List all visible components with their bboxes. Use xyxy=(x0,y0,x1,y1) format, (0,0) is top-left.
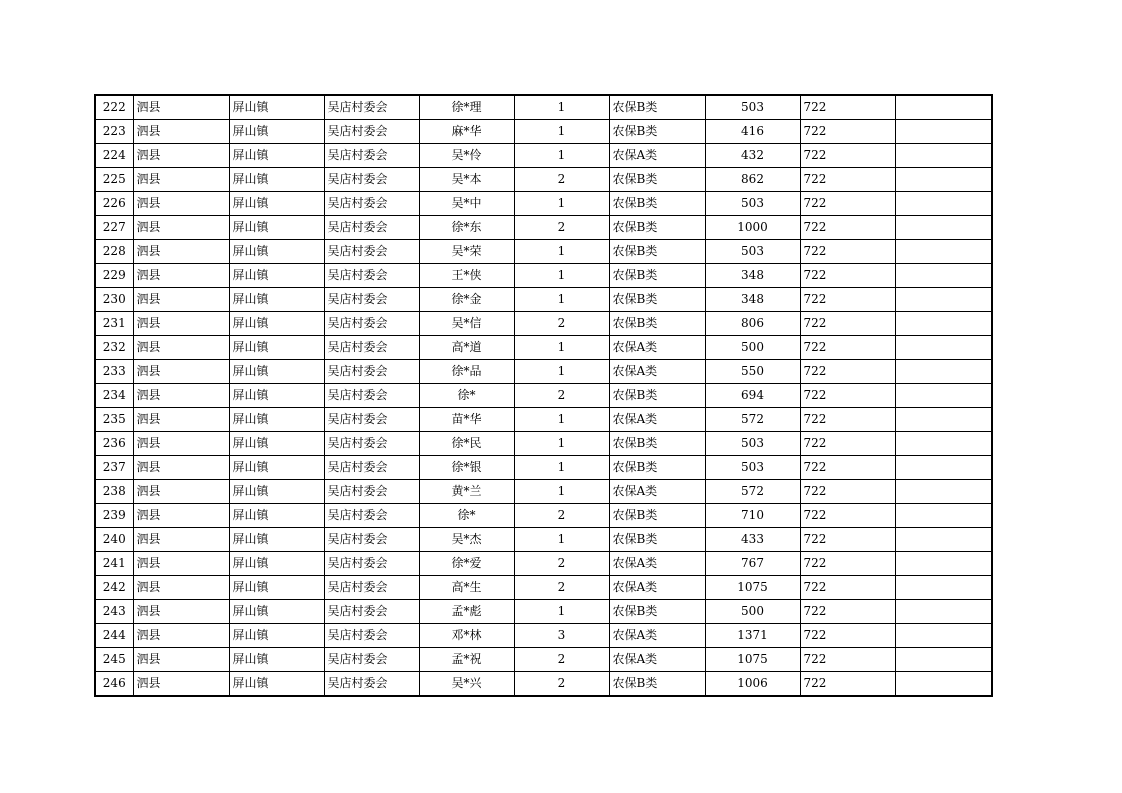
name-cell: 徐*民 xyxy=(419,432,514,456)
row-number-cell: 234 xyxy=(95,384,133,408)
county-cell: 泗县 xyxy=(133,264,229,288)
table-row xyxy=(95,672,992,697)
village-cell: 吴店村委会 xyxy=(324,288,419,312)
amount-cell: 503 xyxy=(705,456,800,480)
village-cell: 吴店村委会 xyxy=(324,648,419,672)
standard-cell: 722 xyxy=(800,168,895,192)
village-cell: 吴店村委会 xyxy=(324,144,419,168)
category-cell: 农保A类 xyxy=(609,144,705,168)
town-cell: 屏山镇 xyxy=(229,672,324,697)
household-size-cell: 1 xyxy=(514,480,609,504)
row-number-cell: 236 xyxy=(95,432,133,456)
household-size-cell: 3 xyxy=(514,624,609,648)
amount-cell: 432 xyxy=(705,144,800,168)
amount-cell: 1371 xyxy=(705,624,800,648)
amount-cell: 503 xyxy=(705,95,800,120)
household-size-cell: 2 xyxy=(514,384,609,408)
remark-cell xyxy=(895,600,992,624)
table-row xyxy=(95,192,992,216)
town-cell: 屏山镇 xyxy=(229,192,324,216)
county-cell: 泗县 xyxy=(133,408,229,432)
name-cell: 吴*信 xyxy=(419,312,514,336)
standard-cell: 722 xyxy=(800,144,895,168)
table-row xyxy=(95,528,992,552)
category-cell: 农保B类 xyxy=(609,95,705,120)
remark-cell xyxy=(895,95,992,120)
table-row xyxy=(95,624,992,648)
town-cell: 屏山镇 xyxy=(229,576,324,600)
name-cell: 黄*兰 xyxy=(419,480,514,504)
village-cell: 吴店村委会 xyxy=(324,360,419,384)
town-cell: 屏山镇 xyxy=(229,408,324,432)
name-cell: 孟*祝 xyxy=(419,648,514,672)
household-size-cell: 2 xyxy=(514,504,609,528)
row-number-cell: 223 xyxy=(95,120,133,144)
name-cell: 徐*品 xyxy=(419,360,514,384)
household-size-cell: 1 xyxy=(514,192,609,216)
village-cell: 吴店村委会 xyxy=(324,672,419,697)
category-cell: 农保B类 xyxy=(609,504,705,528)
county-cell: 泗县 xyxy=(133,384,229,408)
name-cell: 高*生 xyxy=(419,576,514,600)
category-cell: 农保A类 xyxy=(609,648,705,672)
remark-cell xyxy=(895,552,992,576)
village-cell: 吴店村委会 xyxy=(324,95,419,120)
amount-cell: 433 xyxy=(705,528,800,552)
remark-cell xyxy=(895,576,992,600)
household-size-cell: 1 xyxy=(514,408,609,432)
standard-cell: 722 xyxy=(800,672,895,697)
table-row xyxy=(95,360,992,384)
town-cell: 屏山镇 xyxy=(229,432,324,456)
name-cell: 徐*金 xyxy=(419,288,514,312)
row-number-cell: 239 xyxy=(95,504,133,528)
county-cell: 泗县 xyxy=(133,528,229,552)
household-size-cell: 2 xyxy=(514,672,609,697)
standard-cell: 722 xyxy=(800,432,895,456)
amount-cell: 500 xyxy=(705,600,800,624)
remark-cell xyxy=(895,144,992,168)
remark-cell xyxy=(895,264,992,288)
town-cell: 屏山镇 xyxy=(229,264,324,288)
village-cell: 吴店村委会 xyxy=(324,120,419,144)
village-cell: 吴店村委会 xyxy=(324,600,419,624)
household-size-cell: 1 xyxy=(514,240,609,264)
village-cell: 吴店村委会 xyxy=(324,576,419,600)
county-cell: 泗县 xyxy=(133,240,229,264)
amount-cell: 503 xyxy=(705,240,800,264)
county-cell: 泗县 xyxy=(133,624,229,648)
table-row xyxy=(95,552,992,576)
category-cell: 农保A类 xyxy=(609,408,705,432)
row-number-cell: 222 xyxy=(95,95,133,120)
village-cell: 吴店村委会 xyxy=(324,240,419,264)
category-cell: 农保B类 xyxy=(609,240,705,264)
category-cell: 农保A类 xyxy=(609,336,705,360)
name-cell: 徐*银 xyxy=(419,456,514,480)
table-body xyxy=(95,95,992,696)
row-number-cell: 231 xyxy=(95,312,133,336)
remark-cell xyxy=(895,384,992,408)
household-size-cell: 2 xyxy=(514,312,609,336)
county-cell: 泗县 xyxy=(133,312,229,336)
standard-cell: 722 xyxy=(800,408,895,432)
table-row xyxy=(95,312,992,336)
name-cell: 邓*林 xyxy=(419,624,514,648)
name-cell: 苗*华 xyxy=(419,408,514,432)
name-cell: 吴*兴 xyxy=(419,672,514,697)
remark-cell xyxy=(895,480,992,504)
amount-cell: 694 xyxy=(705,384,800,408)
remark-cell xyxy=(895,120,992,144)
village-cell: 吴店村委会 xyxy=(324,312,419,336)
name-cell: 吴*杰 xyxy=(419,528,514,552)
standard-cell: 722 xyxy=(800,456,895,480)
category-cell: 农保A类 xyxy=(609,360,705,384)
name-cell: 徐* xyxy=(419,384,514,408)
name-cell: 徐*东 xyxy=(419,216,514,240)
county-cell: 泗县 xyxy=(133,576,229,600)
standard-cell: 722 xyxy=(800,648,895,672)
data-table xyxy=(94,94,993,697)
standard-cell: 722 xyxy=(800,95,895,120)
household-size-cell: 2 xyxy=(514,552,609,576)
standard-cell: 722 xyxy=(800,240,895,264)
row-number-cell: 238 xyxy=(95,480,133,504)
standard-cell: 722 xyxy=(800,528,895,552)
category-cell: 农保A类 xyxy=(609,480,705,504)
household-size-cell: 1 xyxy=(514,360,609,384)
category-cell: 农保A类 xyxy=(609,624,705,648)
row-number-cell: 240 xyxy=(95,528,133,552)
table-row xyxy=(95,120,992,144)
category-cell: 农保B类 xyxy=(609,288,705,312)
household-size-cell: 1 xyxy=(514,120,609,144)
standard-cell: 722 xyxy=(800,216,895,240)
standard-cell: 722 xyxy=(800,264,895,288)
category-cell: 农保B类 xyxy=(609,216,705,240)
table-row xyxy=(95,648,992,672)
table-row xyxy=(95,216,992,240)
table-row xyxy=(95,168,992,192)
county-cell: 泗县 xyxy=(133,672,229,697)
remark-cell xyxy=(895,288,992,312)
table-row xyxy=(95,240,992,264)
row-number-cell: 235 xyxy=(95,408,133,432)
standard-cell: 722 xyxy=(800,288,895,312)
amount-cell: 503 xyxy=(705,432,800,456)
county-cell: 泗县 xyxy=(133,648,229,672)
name-cell: 吴*伶 xyxy=(419,144,514,168)
name-cell: 高*道 xyxy=(419,336,514,360)
village-cell: 吴店村委会 xyxy=(324,192,419,216)
row-number-cell: 224 xyxy=(95,144,133,168)
category-cell: 农保B类 xyxy=(609,192,705,216)
household-size-cell: 2 xyxy=(514,576,609,600)
county-cell: 泗县 xyxy=(133,360,229,384)
village-cell: 吴店村委会 xyxy=(324,480,419,504)
county-cell: 泗县 xyxy=(133,192,229,216)
remark-cell xyxy=(895,408,992,432)
amount-cell: 572 xyxy=(705,408,800,432)
county-cell: 泗县 xyxy=(133,480,229,504)
town-cell: 屏山镇 xyxy=(229,528,324,552)
village-cell: 吴店村委会 xyxy=(324,336,419,360)
village-cell: 吴店村委会 xyxy=(324,168,419,192)
category-cell: 农保A类 xyxy=(609,552,705,576)
standard-cell: 722 xyxy=(800,624,895,648)
row-number-cell: 225 xyxy=(95,168,133,192)
county-cell: 泗县 xyxy=(133,504,229,528)
town-cell: 屏山镇 xyxy=(229,336,324,360)
county-cell: 泗县 xyxy=(133,216,229,240)
county-cell: 泗县 xyxy=(133,120,229,144)
name-cell: 吴*中 xyxy=(419,192,514,216)
remark-cell xyxy=(895,624,992,648)
village-cell: 吴店村委会 xyxy=(324,528,419,552)
standard-cell: 722 xyxy=(800,120,895,144)
village-cell: 吴店村委会 xyxy=(324,504,419,528)
category-cell: 农保B类 xyxy=(609,432,705,456)
town-cell: 屏山镇 xyxy=(229,95,324,120)
table-row xyxy=(95,144,992,168)
category-cell: 农保B类 xyxy=(609,384,705,408)
village-cell: 吴店村委会 xyxy=(324,408,419,432)
town-cell: 屏山镇 xyxy=(229,360,324,384)
table-row xyxy=(95,600,992,624)
category-cell: 农保A类 xyxy=(609,576,705,600)
household-size-cell: 1 xyxy=(514,336,609,360)
table-row xyxy=(95,288,992,312)
category-cell: 农保B类 xyxy=(609,456,705,480)
village-cell: 吴店村委会 xyxy=(324,552,419,576)
county-cell: 泗县 xyxy=(133,168,229,192)
town-cell: 屏山镇 xyxy=(229,624,324,648)
standard-cell: 722 xyxy=(800,552,895,576)
household-size-cell: 2 xyxy=(514,648,609,672)
county-cell: 泗县 xyxy=(133,552,229,576)
amount-cell: 1000 xyxy=(705,216,800,240)
table-row xyxy=(95,384,992,408)
remark-cell xyxy=(895,528,992,552)
standard-cell: 722 xyxy=(800,192,895,216)
remark-cell xyxy=(895,312,992,336)
row-number-cell: 242 xyxy=(95,576,133,600)
amount-cell: 1075 xyxy=(705,648,800,672)
table-row xyxy=(95,408,992,432)
amount-cell: 1075 xyxy=(705,576,800,600)
row-number-cell: 232 xyxy=(95,336,133,360)
household-size-cell: 1 xyxy=(514,432,609,456)
amount-cell: 348 xyxy=(705,288,800,312)
row-number-cell: 237 xyxy=(95,456,133,480)
household-size-cell: 1 xyxy=(514,456,609,480)
remark-cell xyxy=(895,168,992,192)
town-cell: 屏山镇 xyxy=(229,456,324,480)
county-cell: 泗县 xyxy=(133,432,229,456)
table-row xyxy=(95,95,992,120)
category-cell: 农保B类 xyxy=(609,312,705,336)
town-cell: 屏山镇 xyxy=(229,480,324,504)
row-number-cell: 245 xyxy=(95,648,133,672)
village-cell: 吴店村委会 xyxy=(324,264,419,288)
name-cell: 徐* xyxy=(419,504,514,528)
table-row xyxy=(95,336,992,360)
category-cell: 农保B类 xyxy=(609,672,705,697)
row-number-cell: 241 xyxy=(95,552,133,576)
amount-cell: 572 xyxy=(705,480,800,504)
row-number-cell: 246 xyxy=(95,672,133,697)
remark-cell xyxy=(895,216,992,240)
household-size-cell: 1 xyxy=(514,288,609,312)
town-cell: 屏山镇 xyxy=(229,216,324,240)
name-cell: 吴*本 xyxy=(419,168,514,192)
table-row xyxy=(95,456,992,480)
standard-cell: 722 xyxy=(800,312,895,336)
village-cell: 吴店村委会 xyxy=(324,384,419,408)
household-size-cell: 1 xyxy=(514,528,609,552)
amount-cell: 710 xyxy=(705,504,800,528)
amount-cell: 806 xyxy=(705,312,800,336)
household-size-cell: 1 xyxy=(514,144,609,168)
amount-cell: 503 xyxy=(705,192,800,216)
category-cell: 农保B类 xyxy=(609,264,705,288)
standard-cell: 722 xyxy=(800,504,895,528)
row-number-cell: 233 xyxy=(95,360,133,384)
amount-cell: 500 xyxy=(705,336,800,360)
name-cell: 徐*理 xyxy=(419,95,514,120)
village-cell: 吴店村委会 xyxy=(324,216,419,240)
row-number-cell: 244 xyxy=(95,624,133,648)
amount-cell: 767 xyxy=(705,552,800,576)
name-cell: 徐*爱 xyxy=(419,552,514,576)
row-number-cell: 229 xyxy=(95,264,133,288)
name-cell: 王*侠 xyxy=(419,264,514,288)
remark-cell xyxy=(895,432,992,456)
name-cell: 孟*彪 xyxy=(419,600,514,624)
town-cell: 屏山镇 xyxy=(229,384,324,408)
table-row xyxy=(95,576,992,600)
town-cell: 屏山镇 xyxy=(229,600,324,624)
county-cell: 泗县 xyxy=(133,95,229,120)
amount-cell: 348 xyxy=(705,264,800,288)
town-cell: 屏山镇 xyxy=(229,312,324,336)
row-number-cell: 243 xyxy=(95,600,133,624)
remark-cell xyxy=(895,192,992,216)
county-cell: 泗县 xyxy=(133,456,229,480)
standard-cell: 722 xyxy=(800,336,895,360)
remark-cell xyxy=(895,648,992,672)
town-cell: 屏山镇 xyxy=(229,552,324,576)
remark-cell xyxy=(895,240,992,264)
county-cell: 泗县 xyxy=(133,144,229,168)
remark-cell xyxy=(895,504,992,528)
town-cell: 屏山镇 xyxy=(229,288,324,312)
town-cell: 屏山镇 xyxy=(229,648,324,672)
category-cell: 农保B类 xyxy=(609,528,705,552)
household-size-cell: 1 xyxy=(514,95,609,120)
row-number-cell: 230 xyxy=(95,288,133,312)
standard-cell: 722 xyxy=(800,360,895,384)
amount-cell: 550 xyxy=(705,360,800,384)
row-number-cell: 228 xyxy=(95,240,133,264)
category-cell: 农保B类 xyxy=(609,120,705,144)
household-size-cell: 1 xyxy=(514,600,609,624)
town-cell: 屏山镇 xyxy=(229,144,324,168)
town-cell: 屏山镇 xyxy=(229,504,324,528)
row-number-cell: 226 xyxy=(95,192,133,216)
remark-cell xyxy=(895,456,992,480)
remark-cell xyxy=(895,360,992,384)
standard-cell: 722 xyxy=(800,576,895,600)
amount-cell: 862 xyxy=(705,168,800,192)
table-row xyxy=(95,264,992,288)
town-cell: 屏山镇 xyxy=(229,120,324,144)
standard-cell: 722 xyxy=(800,600,895,624)
category-cell: 农保B类 xyxy=(609,168,705,192)
village-cell: 吴店村委会 xyxy=(324,432,419,456)
category-cell: 农保B类 xyxy=(609,600,705,624)
remark-cell xyxy=(895,672,992,697)
table-row xyxy=(95,432,992,456)
amount-cell: 416 xyxy=(705,120,800,144)
name-cell: 吴*荣 xyxy=(419,240,514,264)
amount-cell: 1006 xyxy=(705,672,800,697)
county-cell: 泗县 xyxy=(133,600,229,624)
household-size-cell: 2 xyxy=(514,216,609,240)
table-row xyxy=(95,480,992,504)
name-cell: 麻*华 xyxy=(419,120,514,144)
household-size-cell: 2 xyxy=(514,168,609,192)
remark-cell xyxy=(895,336,992,360)
standard-cell: 722 xyxy=(800,384,895,408)
town-cell: 屏山镇 xyxy=(229,240,324,264)
county-cell: 泗县 xyxy=(133,336,229,360)
standard-cell: 722 xyxy=(800,480,895,504)
household-size-cell: 1 xyxy=(514,264,609,288)
table-row xyxy=(95,504,992,528)
village-cell: 吴店村委会 xyxy=(324,456,419,480)
village-cell: 吴店村委会 xyxy=(324,624,419,648)
row-number-cell: 227 xyxy=(95,216,133,240)
town-cell: 屏山镇 xyxy=(229,168,324,192)
county-cell: 泗县 xyxy=(133,288,229,312)
